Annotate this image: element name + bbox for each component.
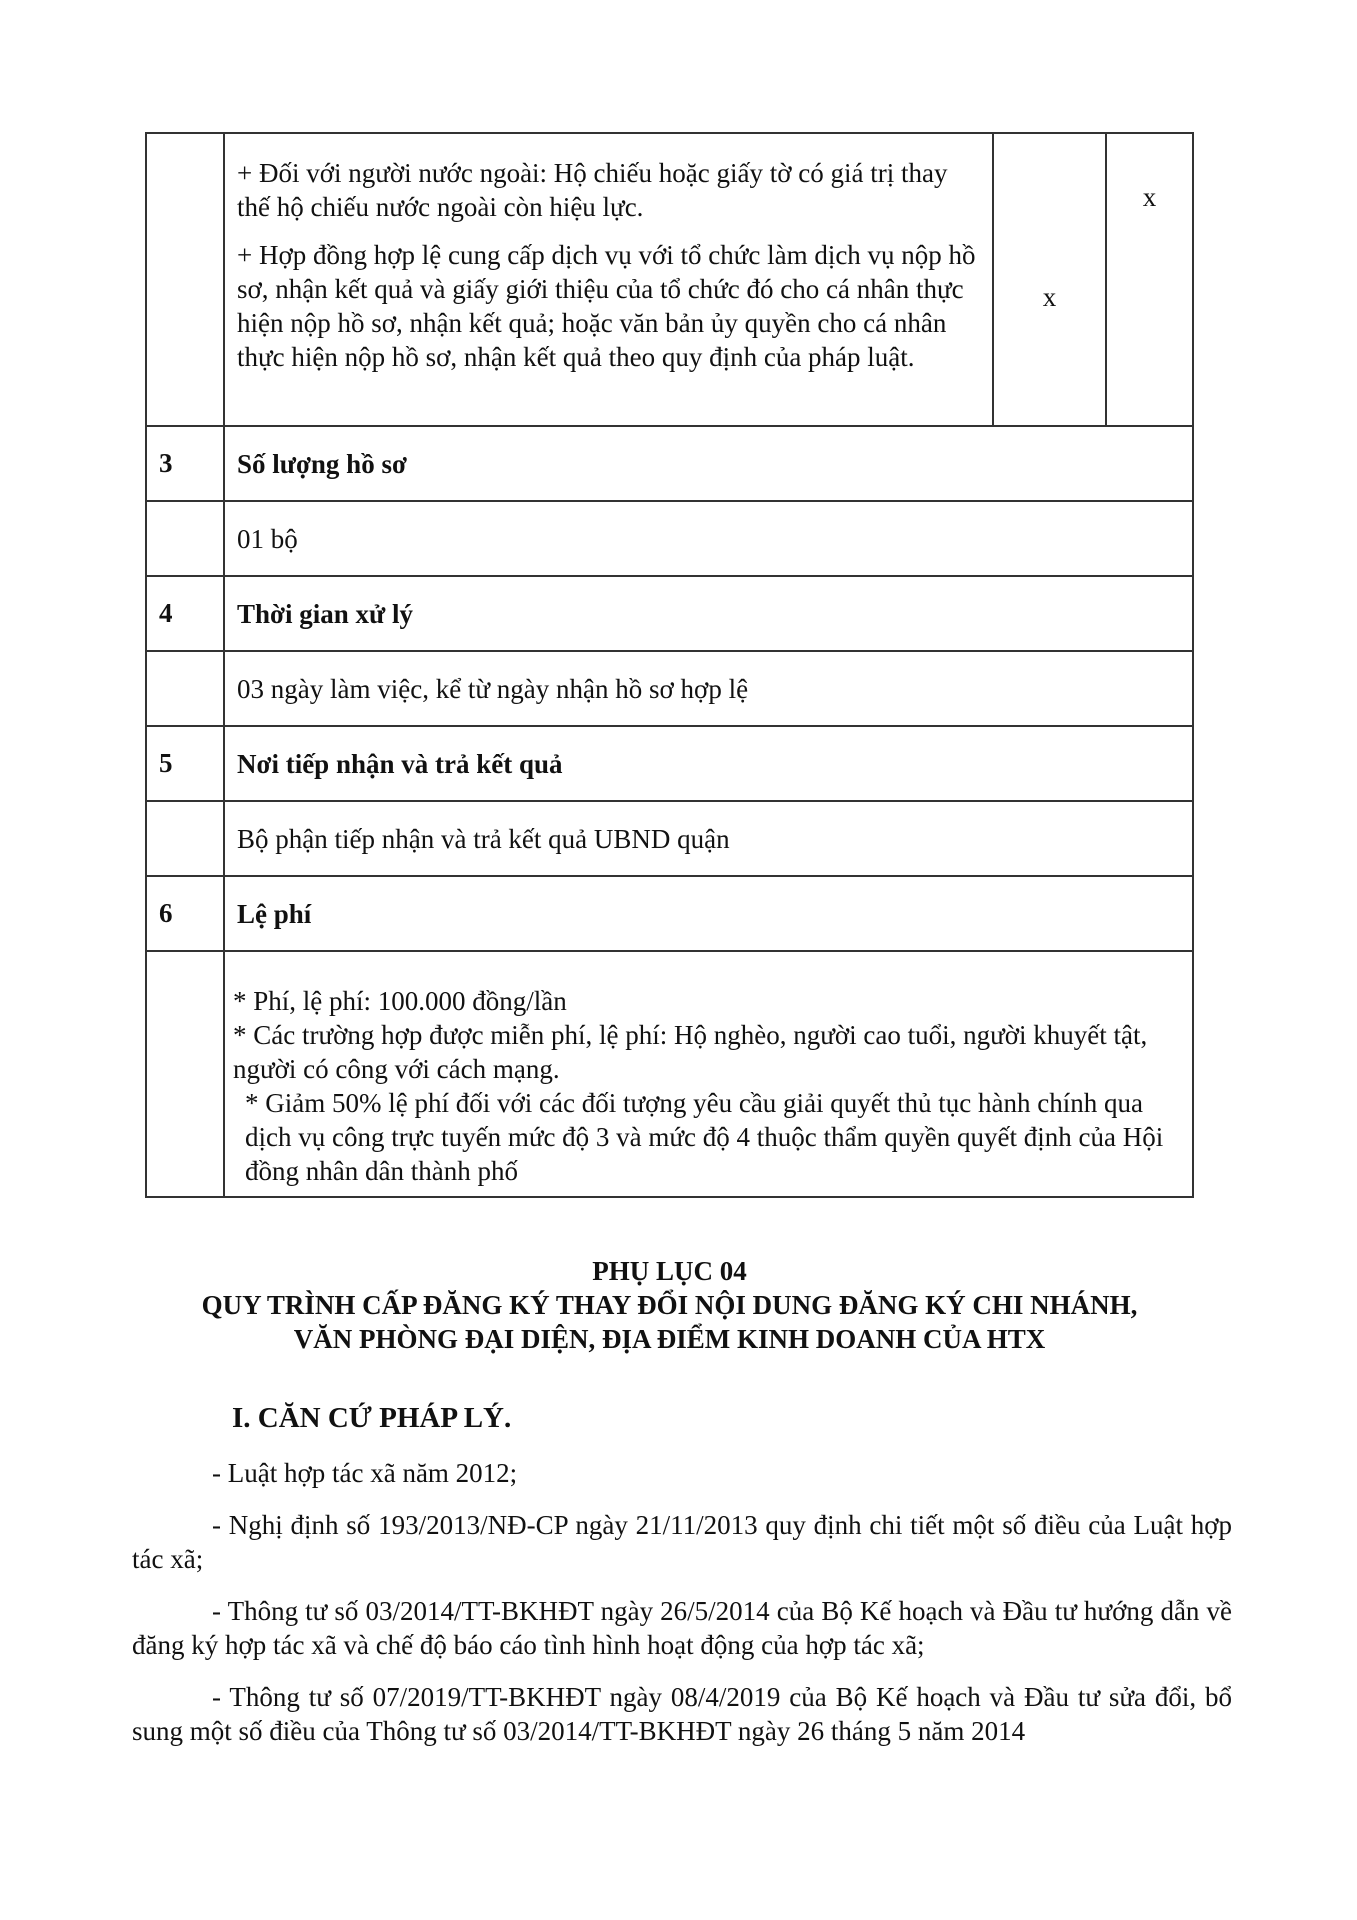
table-row-documents <box>145 132 1194 427</box>
table-row-section-3 <box>145 427 1194 502</box>
legal-item: - Luật hợp tác xã năm 2012; <box>212 1458 518 1488</box>
mark-x: x <box>1142 182 1157 212</box>
section-title: Thời gian xử lý <box>237 598 413 629</box>
section-number: 3 <box>147 427 225 500</box>
section-number: 6 <box>147 877 225 950</box>
row-number-cell <box>147 134 225 425</box>
appendix-subtitle <box>145 1288 1194 1356</box>
fee-cell <box>225 952 1192 1196</box>
table-row-content-3 <box>145 502 1194 577</box>
row-number-cell <box>147 952 225 1196</box>
fee-exemption-text: * Các trường hợp được miễn phí, lệ phí: Hộ nghèo, người cao tuổi, người khuyết tật, người có công với cách mạng. <box>233 1020 1148 1084</box>
section-content: Bộ phận tiếp nhận và trả kết quả UBND quận <box>237 823 730 854</box>
row-number-cell <box>147 802 225 875</box>
row-number-cell <box>147 502 225 575</box>
appendix-title: PHỤ LỤC 04 <box>592 1256 747 1286</box>
mark-column-2 <box>1105 134 1192 425</box>
documents-cell <box>225 134 992 425</box>
legal-item: - Nghị định số 193/2013/NĐ-CP ngày 21/11/2013 quy định chi tiết một số điều của Luật hợp tác xã; <box>132 1510 1232 1574</box>
section-heading-legal-basis: I. CĂN CỨ PHÁP LÝ. <box>232 1402 512 1434</box>
section-title: Nơi tiếp nhận và trả kết quả <box>237 748 563 779</box>
table-row-section-4 <box>145 577 1194 652</box>
service-contract-text: + Hợp đồng hợp lệ cung cấp dịch vụ với tổ chức làm dịch vụ nộp hồ sơ, nhận kết quả và giấy giới thiệu của tổ chức đó cho cá nhân thực hiện nộp hồ sơ, nhận kết quả; hoặc văn bản ủy quyền cho cá nhân thực hiện nộp hồ sơ, nhận kết quả theo quy định của pháp luật. <box>237 240 976 372</box>
section-number: 5 <box>147 727 225 800</box>
table-row-content-5 <box>145 802 1194 877</box>
table-row-content-4 <box>145 652 1194 727</box>
fee-amount-text: * Phí, lệ phí: 100.000 đồng/lần <box>233 986 567 1016</box>
section-title: Số lượng hồ sơ <box>237 448 407 479</box>
foreigner-passport-text: + Đối với người nước ngoài: Hộ chiếu hoặc giấy tờ có giá trị thay thế hộ chiếu nước ngoài còn hiệu lực. <box>237 158 948 222</box>
row-number-cell <box>147 652 225 725</box>
table-row-section-6 <box>145 877 1194 952</box>
legal-item: - Thông tư số 03/2014/TT-BKHĐT ngày 26/5/2014 của Bộ Kế hoạch và Đầu tư hướng dẫn về đăng ký hợp tác xã và chế độ báo cáo tình hình hoạt động của hợp tác xã; <box>132 1596 1232 1660</box>
procedure-table <box>145 132 1194 1198</box>
appendix-subtitle-line2: VĂN PHÒNG ĐẠI DIỆN, ĐỊA ĐIỂM KINH DOANH CỦA HTX <box>293 1324 1046 1354</box>
section-number: 4 <box>147 577 225 650</box>
mark-column-1 <box>992 134 1105 425</box>
fee-discount-text: * Giảm 50% lệ phí đối với các đối tượng yêu cầu giải quyết thủ tục hành chính qua dịch vụ công trực tuyến mức độ 3 và mức độ 4 thuộc thẩm quyền quyết định của Hội đồng nhân dân thành phố <box>245 1088 1164 1186</box>
section-content: 03 ngày làm việc, kể từ ngày nhận hồ sơ hợp lệ <box>237 673 749 704</box>
section-content: 01 bộ <box>237 523 298 554</box>
legal-item: - Thông tư số 07/2019/TT-BKHĐT ngày 08/4/2019 của Bộ Kế hoạch và Đầu tư sửa đổi, bổ sung một số điều của Thông tư số 03/2014/TT-BKHĐT ngày 26 tháng 5 năm 2014 <box>132 1682 1232 1746</box>
table-row-fee <box>145 952 1194 1198</box>
section-title: Lệ phí <box>237 898 312 929</box>
mark-x: x <box>1042 282 1057 312</box>
table-row-section-5 <box>145 727 1194 802</box>
appendix-subtitle-line1: QUY TRÌNH CẤP ĐĂNG KÝ THAY ĐỔI NỘI DUNG ĐĂNG KÝ CHI NHÁNH, <box>201 1290 1138 1320</box>
